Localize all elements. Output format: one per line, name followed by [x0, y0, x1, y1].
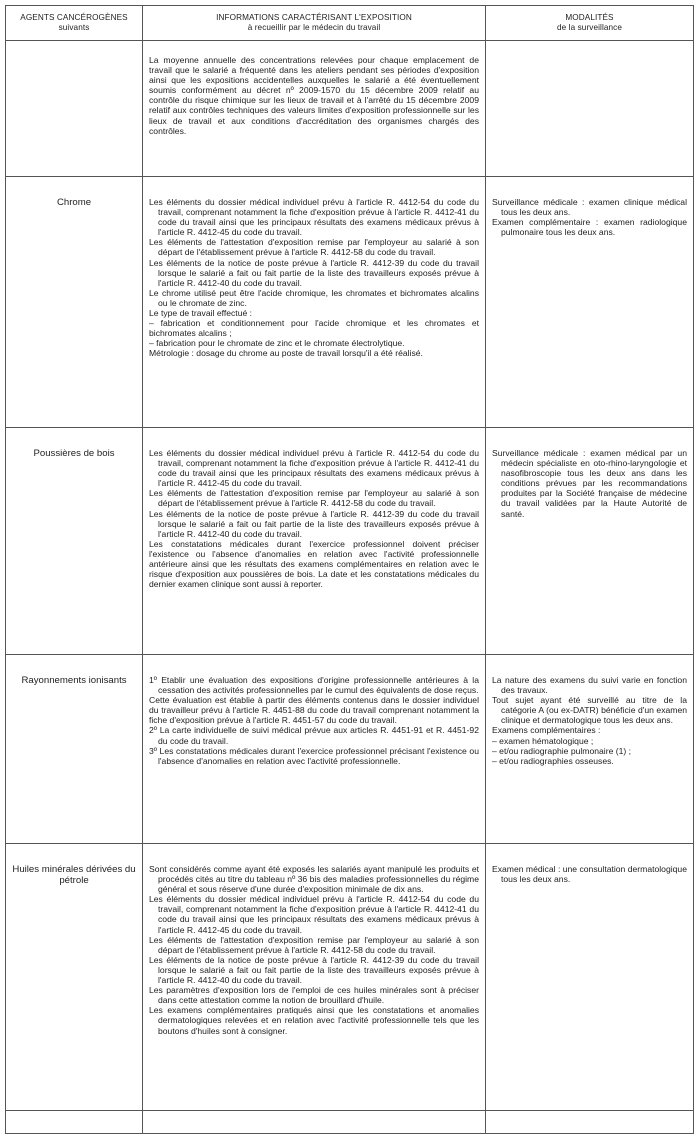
header-agents-title: AGENTS CANCÉROGÈNES [20, 13, 128, 22]
modalites-paragraph: La nature des examens du suivi varie en fonction des travaux. [492, 675, 687, 696]
table-header-row [6, 6, 694, 41]
info-paragraph: Les éléments du dossier médical individuel prévu à l'article R. 4412-54 du code du travail, comprenant notamment la fiche d'exposition prévue à l'article R. 4412-41 du code du travail ainsi que les principaux résultats des examens médicaux prévus à l'article R. 4412-45 du code du travail. [149, 197, 479, 238]
info-paragraph: Les éléments de l'attestation d'exposition remise par l'employeur au salarié à son départ de l'établissement prévue à l'article R. 4412-58 du code du travail. [149, 934, 479, 955]
info-paragraph: Métrologie : dosage du chrome au poste de travail lorsqu'il a été réalisé. [149, 348, 423, 359]
info-paragraph: Les éléments du dossier médical individuel prévu à l'article R. 4412-54 du code du travail, comprenant notamment la fiche d'exposition prévue à l'article R. 4412-41 du code du travail ainsi que les principaux résultats des examens médicaux prévus à l'article R. 4412-45 du code du travail. [149, 448, 479, 489]
info-paragraph: Sont considérés comme ayant été exposés les salariés ayant manipulé les produits et procédés cités au titre du tableau nº 36 bis des maladies professionnelles du régime général et sous réserve d'une durée d'exposition minimale de dix ans. [149, 864, 479, 895]
agent-cell [6, 1111, 143, 1134]
agent-name: Chrome [56, 197, 92, 208]
modalites-paragraph: Tout sujet ayant été surveillé au titre de la catégorie A (ou ex-DATR) bénéficie d'un examen clinique et dermatologique tous les deux ans. [492, 695, 687, 726]
info-cell [143, 1111, 486, 1134]
info-paragraph: – fabrication et conditionnement pour l'acide chromique et les chromates et bichromates alcalins ; [149, 318, 479, 339]
info-paragraph: 1º Etablir une évaluation des expositions d'origine professionnelle antérieures à la cessation des activités professionnelles par le cumul des équivalents de dose reçus. [149, 675, 479, 696]
modalites-cell [486, 177, 694, 428]
table-row [6, 177, 694, 428]
surveillance-table [5, 5, 694, 1134]
agent-cell [6, 844, 143, 1111]
modalites-cell [486, 41, 694, 177]
info-paragraph: Les constatations médicales durant l'exercice professionnel doivent préciser l'existence ou l'absence d'anomalies en relation avec l'activité professionnelle antérieure ainsi que les résultats des examens complémentaires en relation avec le risque d'exposition aux poussières de bois. La date et les constatations médicales du dernier examen clinique sont aussi à reporter. [149, 538, 479, 590]
info-paragraph: Cette évaluation est établie à partir des éléments contenus dans le dossier individuel du travailleur prévu à l'article R. 4451-88 du code du travail comprenant notamment la fiche d'exposition prévue à l'article R. 4451-57 du code du travail. [149, 695, 479, 726]
info-paragraph: Les éléments de la notice de poste prévue à l'article R. 4412-39 du code du travail lorsque le salarié a fait ou fait partie de la liste des travailleurs exposés prévue à l'article R. 4412-40 du code du travail. [149, 257, 479, 288]
modalites-paragraph: – et/ou radiographies osseuses. [492, 755, 614, 766]
info-paragraph: La moyenne annuelle des concentrations relevées pour chaque emplacement de travail que le salarié a fréquenté dans les ateliers pendant ses périodes d'exposition ainsi que les expositions accidentelles auxquelles le salarié a été éventuellement soumis conformément au décret nº 2009-1570 du 15 décembre 2009 relatif au contrôle du risque chimique sur les lieux de travail et à l'arrêté du 15 décembre 2009 relatif aux contrôles techniques des valeurs limites d'exposition professionnelle sur les lieux de travail et aux conditions d'accréditation des organismes chargés des contrôles. [149, 55, 479, 136]
agent-name: Poussières de bois [33, 448, 115, 459]
agent-cell [6, 655, 143, 844]
modalites-cell [486, 655, 694, 844]
info-paragraph: Les éléments de l'attestation d'exposition remise par l'employeur au salarié à son départ de l'établissement prévue à l'article R. 4412-58 du code du travail. [149, 488, 479, 509]
modalites-cell [486, 1111, 694, 1134]
header-informations-subtitle: à recueillir par le médecin du travail [247, 23, 381, 32]
table-row [6, 428, 694, 655]
header-informations [143, 6, 486, 41]
header-agents-subtitle: suivants [58, 23, 90, 32]
modalites-paragraph: Examen complémentaire : examen radiologique pulmonaire tous les deux ans. [492, 217, 687, 238]
agent-cell [6, 177, 143, 428]
modalites-paragraph: Examen médical : une consultation dermatologique tous les deux ans. [492, 864, 687, 885]
info-paragraph: 3º Les constatations médicales durant l'exercice professionnel précisant l'existence ou l'absence d'anomalies en relation avec l'activité professionnelle. [149, 745, 479, 766]
header-informations-title: INFORMATIONS CARACTÉRISANT L'EXPOSITION [216, 13, 412, 22]
info-cell [143, 655, 486, 844]
info-paragraph: Les paramètres d'exposition lors de l'emploi de ces huiles minérales sont à préciser dans cette attestation comme la notion de brouillard d'huile. [149, 985, 479, 1006]
info-cell [143, 41, 486, 177]
info-paragraph: Le chrome utilisé peut être l'acide chromique, les chromates et bichromates alcalins ou le chromate de zinc. [149, 287, 479, 308]
table-row [6, 41, 694, 177]
modalites-paragraph: Surveillance médicale : examen clinique médical tous les deux ans. [492, 197, 687, 218]
info-paragraph: Les éléments de l'attestation d'exposition remise par l'employeur au salarié à son départ de l'établissement prévue à l'article R. 4412-58 du code du travail. [149, 237, 479, 258]
document-page [5, 5, 693, 1036]
header-agents [6, 6, 143, 41]
modalites-paragraph: – et/ou radiographie pulmonaire (1) ; [492, 745, 632, 756]
agent-name: Huiles minérales dérivées du pétrole [12, 864, 136, 886]
info-paragraph: Les examens complémentaires pratiqués ainsi que les constatations et anomalies dermatologiques relevées et en relation avec l'activité professionnelle tels que les boutons d'huiles sont à consigner. [149, 1005, 479, 1036]
header-modalites-subtitle: de la surveillance [556, 23, 623, 32]
info-cell [143, 844, 486, 1111]
modalites-paragraph: – examen hématologique ; [492, 735, 594, 746]
info-paragraph: Le type de travail effectué : [149, 308, 253, 319]
info-paragraph: – fabrication pour le chromate de zinc et le chromate électrolytique. [149, 338, 405, 349]
modalites-cell [486, 428, 694, 655]
table-row [6, 844, 694, 1111]
modalites-cell [486, 844, 694, 1111]
agent-cell [6, 41, 143, 177]
table-row [6, 655, 694, 844]
info-paragraph: 2º La carte individuelle de suivi médical prévue aux articles R. 4451-91 et R. 4451-92 du code du travail. [149, 725, 479, 746]
agent-name: Rayonnements ionisants [21, 675, 127, 686]
modalites-paragraph: Surveillance médicale : examen médical par un médecin spécialiste en oto-rhino-laryngologie et nasofibroscopie tous les deux ans dans les conditions prévues par les recommandations produites par la Société française de médecine du travail validées par la Haute Autorité de santé. [492, 448, 687, 519]
header-modalites [486, 6, 694, 41]
info-cell [143, 177, 486, 428]
info-cell [143, 428, 486, 655]
info-paragraph: Les éléments de la notice de poste prévue à l'article R. 4412-39 du code du travail lorsque le salarié a fait ou fait partie de la liste des travailleurs exposés prévue à l'article R. 4412-40 du code du travail. [149, 954, 479, 986]
modalites-paragraph: Examens complémentaires : [492, 725, 601, 736]
table-row [6, 1111, 694, 1134]
info-paragraph: Les éléments de la notice de poste prévue à l'article R. 4412-39 du code du travail lorsque le salarié a fait ou fait partie de la liste des travailleurs exposés prévue à l'article R. 4412-40 du code du travail. [149, 508, 479, 539]
agent-cell [6, 428, 143, 655]
info-paragraph: Les éléments du dossier médical individuel prévu à l'article R. 4412-54 du code du travail, comprenant notamment la fiche d'exposition prévue à l'article R. 4412-41 du code du travail ainsi que les principaux résultats des examens médicaux prévus à l'article R. 4412-45 du code du travail. [149, 894, 479, 935]
header-modalites-title: MODALITÉS [565, 13, 614, 22]
